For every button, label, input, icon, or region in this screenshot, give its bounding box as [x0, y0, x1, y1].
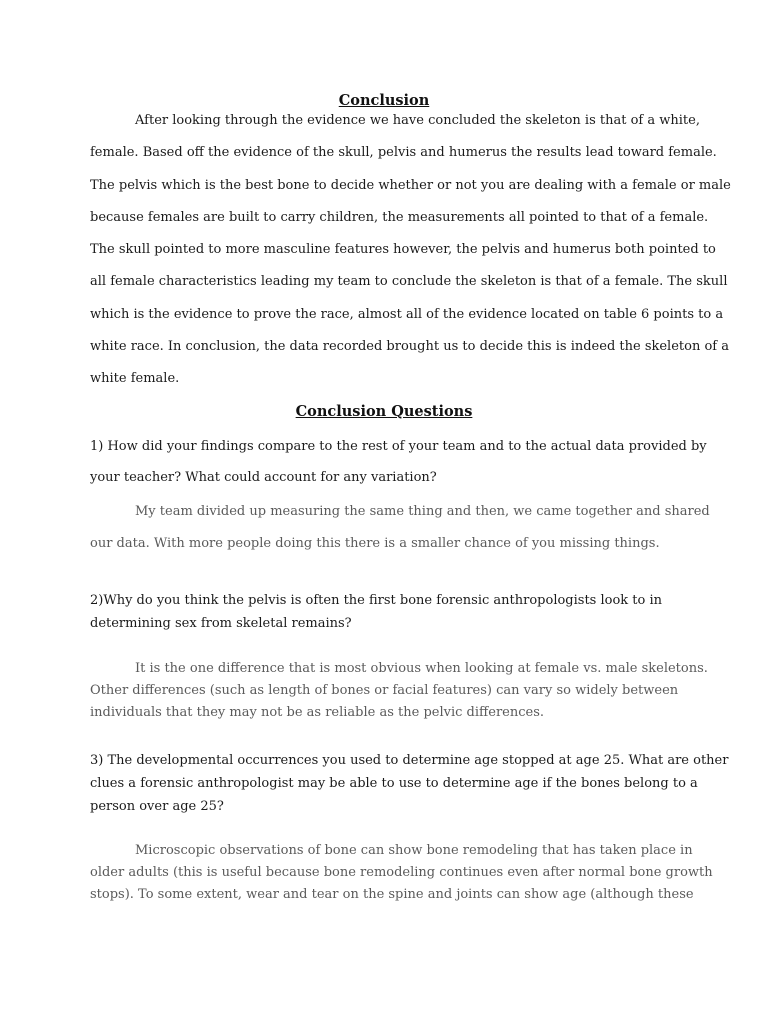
question-line: determining sex from skeletal remains?: [90, 616, 352, 631]
answer-line: It is the one difference that is most obvious when looking at female vs. male skeletons.: [135, 661, 708, 676]
conclusion-heading: Conclusion: [338, 92, 430, 109]
paragraph-line: all female characteristics leading my team to conclude the skeleton is that of a female. The skull: [90, 274, 728, 290]
paragraph-line: The skull pointed to more masculine features however, the pelvis and humerus both pointed to: [90, 242, 716, 258]
paragraph-line: The pelvis which is the best bone to decide whether or not you are dealing with a female or male: [90, 177, 731, 193]
paragraph-line: white race. In conclusion, the data recorded brought us to decide this is indeed the skeleton of a: [90, 339, 729, 355]
answer-1: [90, 504, 710, 568]
question-2: [90, 593, 680, 639]
answer-line: older adults (this is useful because bone remodeling continues even after normal bone growth: [90, 865, 713, 880]
conclusion-questions-heading: Conclusion Questions: [295, 403, 473, 420]
question-line: clues a forensic anthropologist may be able to use to determine age if the bones belong to a: [90, 776, 698, 791]
answer-line: My team divided up measuring the same thing and then, we came together and shared: [135, 504, 710, 519]
answer-line: our data. With more people doing this there is a smaller chance of you missing things.: [90, 536, 660, 551]
answer-3: [90, 843, 713, 909]
answer-line: stops). To some extent, wear and tear on the spine and joints can show age (although these: [90, 887, 694, 902]
paragraph-line: After looking through the evidence we have concluded the skeleton is that of a white,: [135, 113, 700, 128]
question-line: 2)Why do you think the pelvis is often the first bone forensic anthropologists look to in: [90, 593, 663, 608]
question-line: 1) How did your findings compare to the rest of your team and to the actual data provided by: [90, 439, 707, 454]
conclusion-paragraph: [90, 113, 731, 404]
question-1: [90, 439, 707, 501]
paragraph-line: white female.: [90, 371, 180, 387]
paragraph-line: female. Based off the evidence of the skull, pelvis and humerus the results lead toward female.: [90, 145, 717, 161]
question-line: 3) The developmental occurrences you used to determine age stopped at age 25. What are other: [90, 753, 729, 768]
paragraph-line: which is the evidence to prove the race, almost all of the evidence located on table 6 points to a: [90, 306, 724, 322]
answer-2: [90, 661, 708, 727]
answer-line: individuals that they may not be as reliable as the pelvic differences.: [90, 705, 545, 720]
answer-line: Other differences (such as length of bones or facial features) can vary so widely between: [90, 683, 679, 698]
paragraph-line: because females are built to carry children, the measurements all pointed to that of a female.: [90, 209, 709, 225]
question-3: [90, 753, 729, 822]
answer-line: Microscopic observations of bone can show bone remodeling that has taken place in: [135, 843, 693, 858]
question-line: your teacher? What could account for any variation?: [90, 470, 437, 485]
question-line: person over age 25?: [90, 799, 224, 814]
